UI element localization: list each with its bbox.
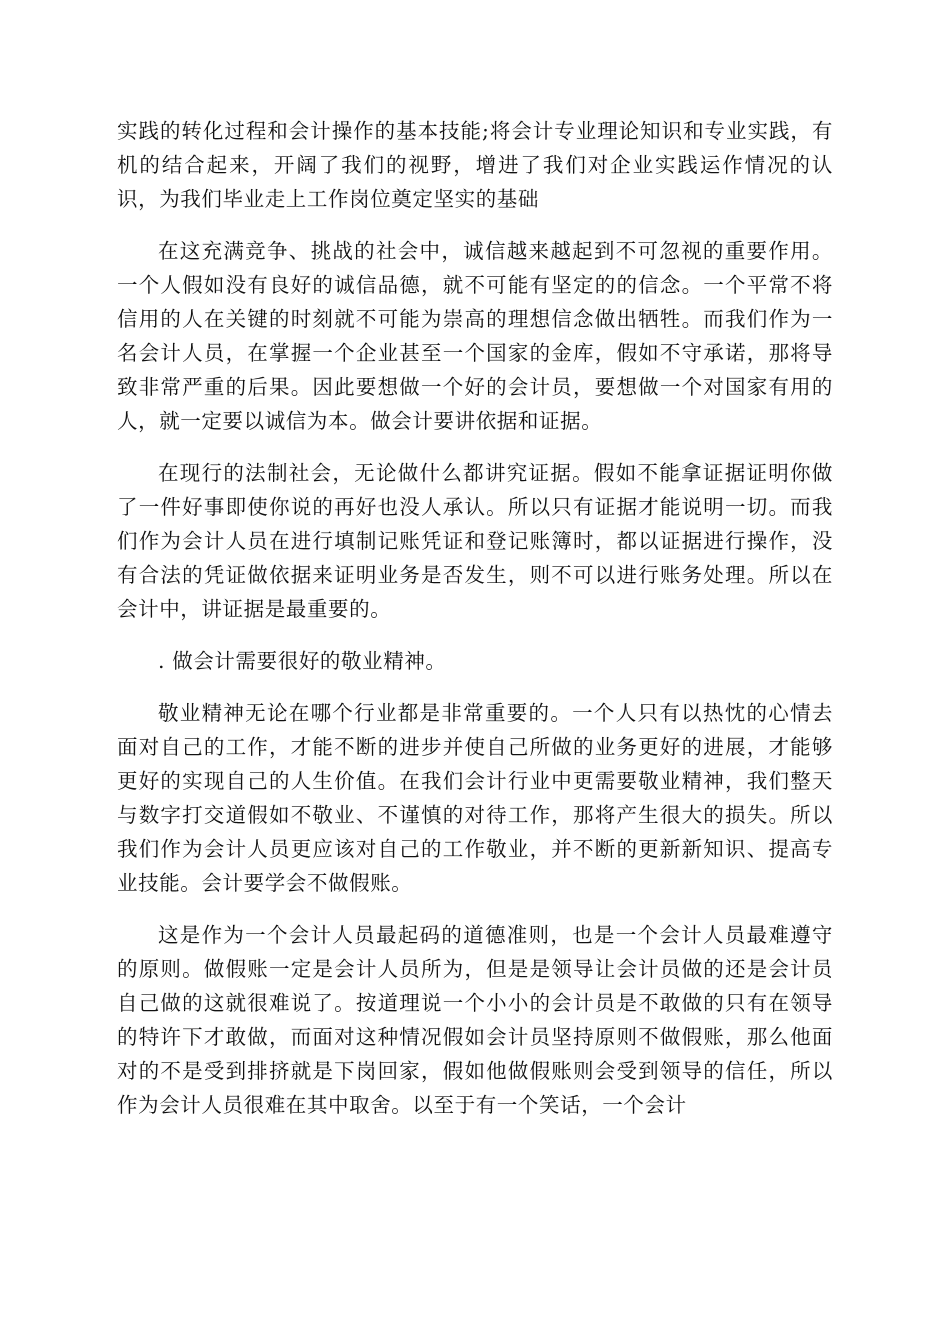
- paragraph-4: 敬业精神无论在哪个行业都是非常重要的。一个人只有以热忱的心情去面对自己的工作，才能不断的进步并使自己所做的业务更好的进展，才能够更好的实现自己的人生价值。在我们会计行业中更需要敬业精神，我们整天与数字打交道假如不敬业、不谨慎的对待工作，那将产生很大的损失。所以我们作为会计人员更应该对自己的工作敬业，并不断的更新新知识、提高专业技能。会计要学会不做假账。: [117, 701, 833, 895]
- paragraph-1: 实践的转化过程和会计操作的基本技能;将会计专业理论知识和专业实践，有机的结合起来，开阔了我们的视野，增进了我们对企业实践运作情况的认识，为我们毕业走上工作岗位奠定坚实的基础: [117, 119, 833, 211]
- section-heading: . 做会计需要很好的敬业精神。: [158, 649, 447, 673]
- paragraph-3: 在现行的法制社会，无论做什么都讲究证据。假如不能拿证据证明你做了一件好事即使你说的再好也没人承认。所以只有证据才能说明一切。而我们作为会计人员在进行填制记账凭证和登记账簿时，都以证据进行操作，没有合法的凭证做依据来证明业务是否发生，则不可以进行账务处理。所以在会计中，讲证据是最重要的。: [117, 461, 833, 621]
- document-body: [117, 114, 833, 1122]
- paragraph-5: 这是作为一个会计人员最起码的道德准则，也是一个会计人员最难遵守的原则。做假账一定是会计人员所为，但是是领导让会计员做的还是会计员自己做的这就很难说了。按道理说一个小小的会计员是不敢做的只有在领导的特许下才敢做，而面对这种情况假如会计员坚持原则不做假账，那么他面对的不是受到排挤就是下岗回家，假如他做假账则会受到领导的信任，所以作为会计人员很难在其中取舍。以至于有一个笑话，一个会计: [117, 923, 833, 1117]
- paragraph-2: 在这充满竞争、挑战的社会中，诚信越来越起到不可忽视的重要作用。一个人假如没有良好的诚信品德，就不可能有坚定的的信念。一个平常不将信用的人在关键的时刻就不可能为崇高的理想信念做出牺牲。而我们作为一名会计人员，在掌握一个企业甚至一个国家的金库，假如不守承诺，那将导致非常严重的后果。因此要想做一个好的会计员，要想做一个对国家有用的人，就一定要以诚信为本。做会计要讲依据和证据。: [117, 239, 833, 433]
